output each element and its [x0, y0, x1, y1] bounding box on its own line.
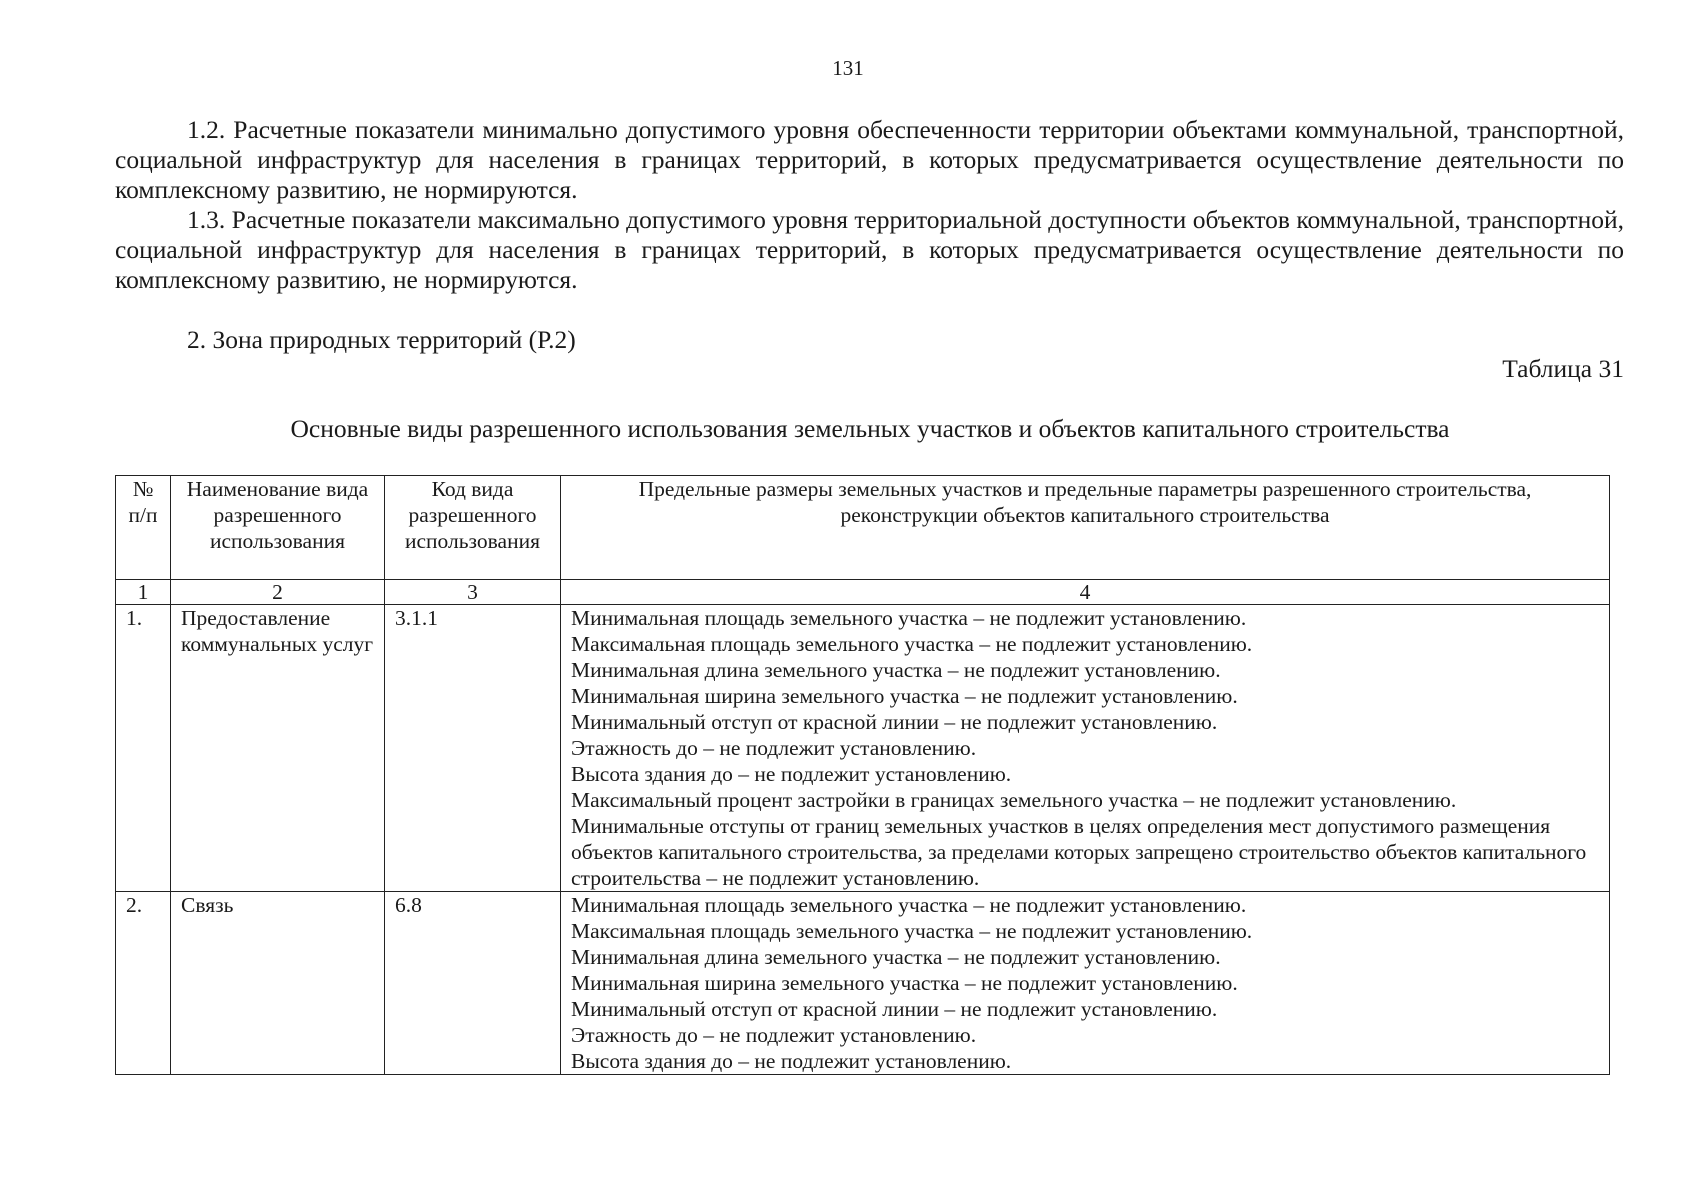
header-number: № п/п — [116, 476, 171, 580]
parameter-line: Минимальная длина земельного участка – не подлежит установлению. — [571, 658, 1221, 682]
table-row — [116, 892, 1610, 1075]
page-number: 131 — [832, 56, 864, 80]
column-number: 2 — [171, 580, 385, 605]
permitted-use-table — [115, 475, 1610, 1075]
header-parameters: Предельные размеры земельных участков и предельные параметры разрешенного строительства, реконструкции объектов капитального строительства — [561, 476, 1610, 580]
use-code: 3.1.1 — [385, 605, 561, 892]
use-name: Связь — [171, 892, 385, 1075]
parameter-line: Высота здания до – не подлежит установлению. — [571, 762, 1012, 786]
parameter-line: Высота здания до – не подлежит установлению. — [571, 1049, 1012, 1073]
parameter-line: Максимальная площадь земельного участка – не подлежит установлению. — [571, 919, 1253, 943]
parameter-line: Минимальный отступ от красной линии – не подлежит установлению. — [571, 710, 1218, 734]
table-row — [116, 605, 1610, 892]
parameters-cell — [561, 892, 1610, 1075]
column-number: 3 — [385, 580, 561, 605]
parameter-line: Максимальная площадь земельного участка – не подлежит установлению. — [571, 632, 1253, 656]
header-use-name: Наименование вида разрешенного использования — [171, 476, 385, 580]
parameter-line: Минимальная длина земельного участка – не подлежит установлению. — [571, 945, 1221, 969]
use-name: Предоставление коммунальных услуг — [171, 605, 385, 892]
column-number: 1 — [116, 580, 171, 605]
paragraph-1-3: 1.3. Расчетные показатели максимально допустимого уровня территориальной доступности объектов коммунальной, транспортной, социальной инфраструктур для населения в границах территорий, в которых предусматривается осуществление деятельности по комплексному развитию, не нормируются. — [115, 205, 1624, 294]
parameter-line: Минимальная ширина земельного участка – не подлежит установлению. — [571, 684, 1238, 708]
row-number: 2. — [116, 892, 171, 1075]
parameter-line: Минимальная площадь земельного участка – не подлежит установлению. — [571, 606, 1247, 630]
paragraph-1-2: 1.2. Расчетные показатели минимально допустимого уровня обеспеченности территории объектами коммунальной, транспортной, социальной инфраструктур для населения в границах территорий, в которых предусматривается осуществление деятельности по комплексному развитию, не нормируются. — [115, 115, 1624, 204]
use-code: 6.8 — [385, 892, 561, 1075]
table-label: Таблица 31 — [1502, 354, 1624, 383]
column-number-row — [116, 580, 1610, 605]
parameters-cell — [561, 605, 1610, 892]
table-header-row — [116, 476, 1610, 580]
header-use-code: Код вида разрешенного использования — [385, 476, 561, 580]
section-heading: 2. Зона природных территорий (Р.2) — [187, 325, 576, 354]
parameter-line: Максимальный процент застройки в границах земельного участка – не подлежит установлению. — [571, 788, 1457, 812]
parameter-line: Минимальная площадь земельного участка – не подлежит установлению. — [571, 893, 1247, 917]
row-number: 1. — [116, 605, 171, 892]
parameter-line: Этажность до – не подлежит установлению. — [571, 736, 977, 760]
column-number: 4 — [561, 580, 1610, 605]
parameter-line: Минимальные отступы от границ земельных участков в целях определения мест допустимого размещения объектов капитального строительства, за пределами которых запрещено строительство объектов капитального строительства – не подлежит установлению. — [571, 814, 1587, 890]
parameter-line: Минимальная ширина земельного участка – не подлежит установлению. — [571, 971, 1238, 995]
parameter-line: Минимальный отступ от красной линии – не подлежит установлению. — [571, 997, 1218, 1021]
table-title: Основные виды разрешенного использования земельных участков и объектов капитального строительства — [290, 414, 1450, 443]
parameter-line: Этажность до – не подлежит установлению. — [571, 1023, 977, 1047]
